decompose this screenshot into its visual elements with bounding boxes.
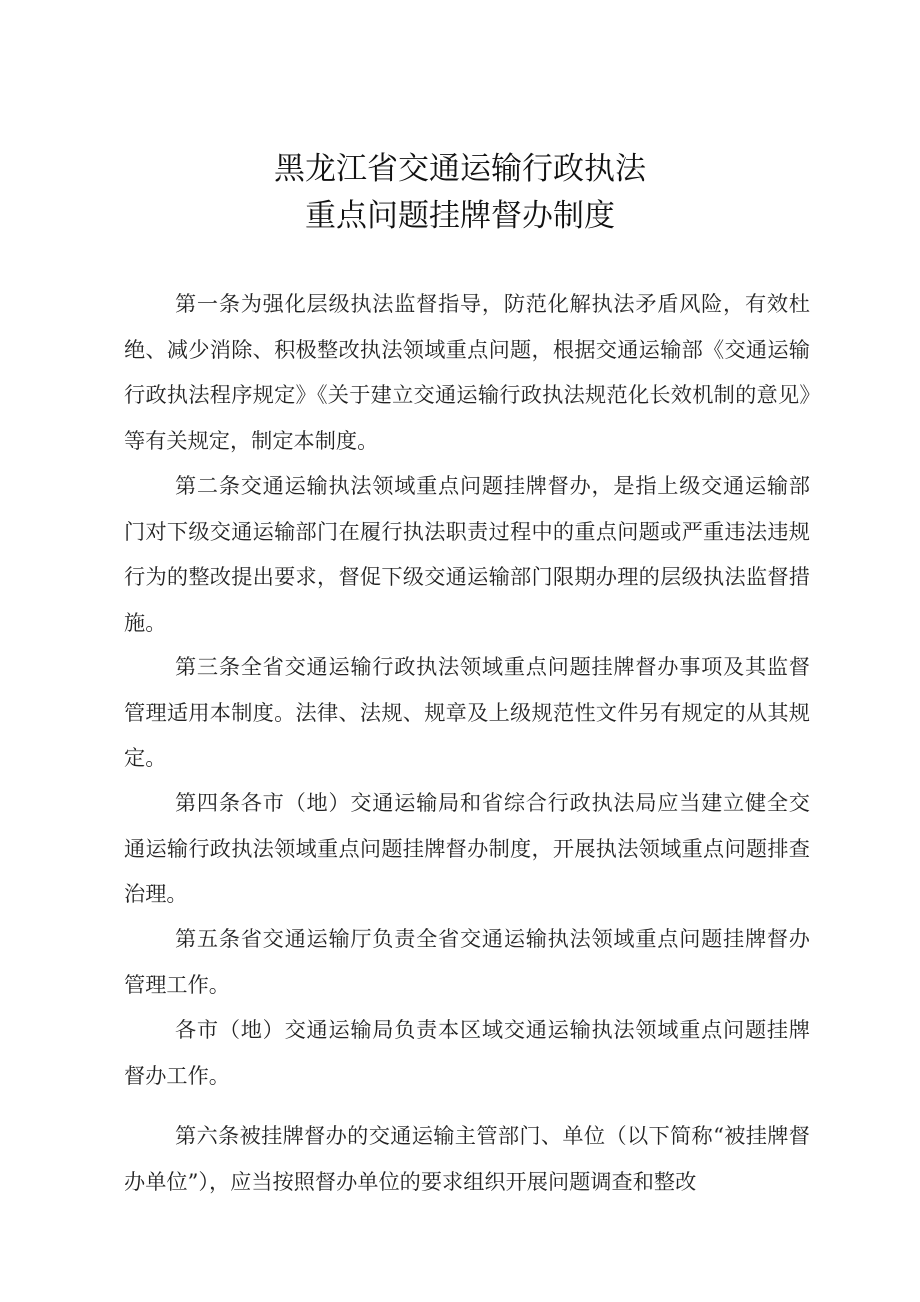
paragraph-article-4: 第四条各市（地）交通运输局和省综合行政执法局应当建立健全交通运输行政执法领域重点问题挂牌督办制度，开展执法领域重点问题排查治理。: [124, 790, 810, 906]
paragraph-article-3: 第三条全省交通运输行政执法领域重点问题挂牌督办事项及其监督管理适用本制度。法律、法规、规章及上级规范性文件另有规定的从其规定。: [124, 654, 810, 770]
paragraph-article-5: 第五条省交通运输厅负责全省交通运输执法领域重点问题挂牌督办管理工作。: [124, 926, 810, 997]
paragraph-article-1: 第一条为强化层级执法监督指导，防范化解执法矛盾风险，有效杜绝、减少消除、积极整改执法领域重点问题，根据交通运输部《交通运输行政执法程序规定》《关于建立交通运输行政执法规范化长效机制的意见》等有关规定，制定本制度。: [124, 291, 810, 453]
paragraph-article-2: 第二条交通运输执法领域重点问题挂牌督办，是指上级交通运输部门对下级交通运输部门在履行执法职责过程中的重点问题或严重违法违规行为的整改提出要求，督促下级交通运输部门限期办理的层级执法监督措施。: [124, 473, 810, 635]
paragraph-article-6: 第六条被挂牌督办的交通运输主管部门、单位（以下简称“被挂牌督办单位”），应当按照督办单位的要求组织开展问题调查和整改: [124, 1123, 810, 1194]
paragraph-article-5-sub: 各市（地）交通运输局负责本区域交通运输执法领域重点问题挂牌督办工作。: [124, 1017, 810, 1088]
title-line-2: 重点问题挂牌督办制度: [305, 198, 615, 234]
document-title: [0, 146, 920, 240]
title-line-1: 黑龙江省交通运输行政执法: [274, 151, 646, 187]
